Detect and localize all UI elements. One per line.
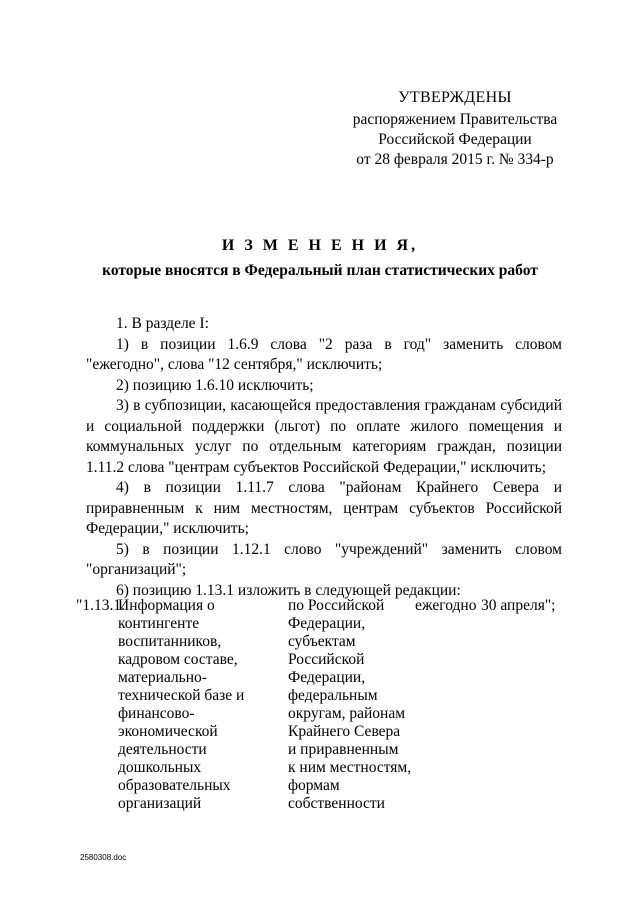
paragraph-item-2: 2) позицию 1.6.10 исключить; bbox=[116, 376, 314, 394]
table-coverage-line: по Российской bbox=[288, 597, 385, 614]
table-name-line: контингенте bbox=[118, 615, 200, 632]
table-coverage-line: округам, районам bbox=[288, 705, 406, 722]
table-coverage-line: Крайнего Севера bbox=[288, 723, 401, 740]
file-name-footer: 2580308.doc bbox=[80, 853, 127, 862]
table-coverage-line: формам bbox=[288, 777, 340, 794]
table-coverage-line: Федерации, bbox=[288, 615, 366, 632]
table-coverage-line: собственности bbox=[288, 795, 385, 812]
table-name-line: экономической bbox=[118, 723, 218, 740]
approval-heading: УТВЕРЖДЕНЫ bbox=[398, 89, 512, 106]
table-name-line: организаций bbox=[118, 795, 202, 812]
table-name-line: материально- bbox=[118, 669, 207, 686]
paragraph-item-3: 3) в субпозиции, касающейся предоставления гражданам субсидий и социальной поддержки (льгот) по оплате жилого помещения и коммунальных услуг по отдельным категориям граждан, позиции 1.11.2 слова "центрам субъектов Российской Федерации," исключить; bbox=[86, 397, 562, 476]
section-heading: 1. В разделе I: bbox=[116, 315, 209, 332]
table-coverage-line: Российской bbox=[288, 651, 365, 668]
table-coverage-line: субъектам bbox=[288, 633, 356, 650]
table-name-line: деятельности bbox=[118, 741, 207, 758]
approval-line-1: распоряжением Правительства bbox=[352, 111, 558, 128]
table-name-line: финансово- bbox=[118, 705, 195, 722]
paragraph-item-1: 1) в позиции 1.6.9 слова "2 раза в год" заменить словом "ежегодно", слова "12 сентября," исключить; bbox=[86, 335, 562, 373]
paragraph-item-5: 5) в позиции 1.12.1 слово "учреждений" заменить словом "организаций"; bbox=[86, 540, 562, 578]
document-body bbox=[86, 314, 562, 601]
table-date-cell: 30 апреля"; bbox=[481, 597, 556, 614]
approval-stamp bbox=[345, 88, 565, 170]
table-coverage-line: Федерации, bbox=[288, 669, 366, 686]
table-name-line: кадровом составе, bbox=[118, 651, 238, 668]
document-subtitle: которые вносятся в Федеральный план статистических работ bbox=[102, 262, 538, 279]
table-name-line: воспитанников, bbox=[118, 633, 222, 650]
table-period-cell: ежегодно bbox=[415, 597, 477, 614]
approval-line-2: Российской Федерации bbox=[378, 131, 532, 148]
table-name-line: образовательных bbox=[118, 777, 231, 794]
table-coverage-line: и приравненным bbox=[288, 741, 399, 758]
table-position-number: "1.13.1. bbox=[76, 597, 125, 614]
table-coverage-line: федеральным bbox=[288, 687, 378, 704]
table-name-line: Информация о bbox=[118, 597, 215, 614]
table-name-cell bbox=[118, 597, 244, 813]
table-coverage-line: к ним местностям, bbox=[288, 759, 412, 776]
document-title: И З М Е Н Е Н И Я, bbox=[221, 237, 419, 254]
approval-line-3: от 28 февраля 2015 г. № 334-р bbox=[356, 151, 554, 168]
table-name-line: дошкольных bbox=[118, 759, 202, 776]
paragraph-item-4: 4) в позиции 1.11.7 слова "районам Крайнего Севера и приравненным к ним местностям, центрам субъектов Российской Федерации," исключить; bbox=[86, 479, 562, 537]
paragraph-item-6: 6) позицию 1.13.1 изложить в следующей редакции: bbox=[116, 581, 461, 599]
table-coverage-cell bbox=[288, 597, 411, 813]
table-name-line: технической базе и bbox=[118, 687, 245, 704]
